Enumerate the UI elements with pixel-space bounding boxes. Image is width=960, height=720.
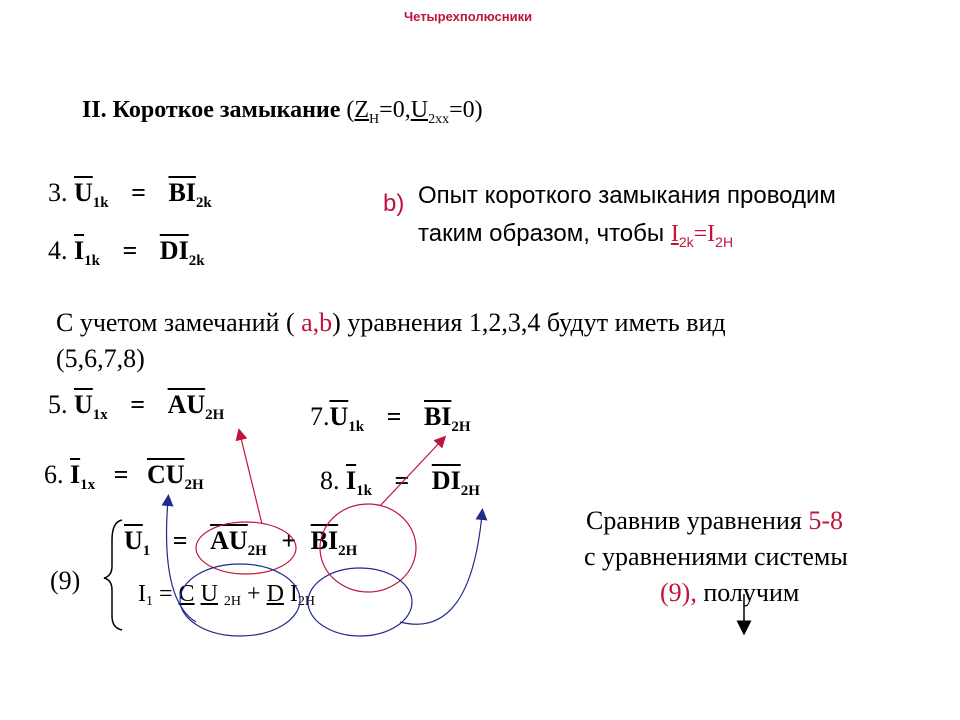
sys-r2-u-sub: 2H (223, 594, 242, 609)
eq4-lhs: $\overline{I}$ (74, 236, 85, 265)
sys-r2-lhs: I (138, 581, 146, 607)
eq4-rhs-sub: 2k (188, 253, 205, 269)
eq4-equals: = (122, 236, 138, 265)
eq6-rhs-sub: 2H (184, 477, 204, 493)
note-b-line2-text: таким образом, чтобы (418, 220, 671, 247)
sys-r1-a: $\overline{AU}$ (210, 526, 248, 555)
eq7-equals: = (386, 402, 402, 431)
remarks-line2: (5,6,7,8) (56, 344, 145, 373)
slide-header: Четырехполюсники (404, 9, 533, 24)
eq6-number: 6. (44, 460, 64, 489)
compare-line2: с уравнениями системы (584, 542, 848, 571)
sys-r2-lhs-sub: 1 (146, 594, 153, 609)
eq3-rhs-sub: 2k (195, 195, 212, 211)
note-b-cond-i-sub: 2k (678, 234, 694, 250)
arrow-bi-to-eq7 (380, 440, 442, 506)
eq3-rhs: $\overline{BI}$ (168, 178, 196, 207)
eq5-equals: = (130, 390, 146, 419)
sys-r1-b: $\overline{BI}$ (310, 526, 339, 555)
note-b-cond-eq-sub: 2H (715, 234, 734, 250)
circle-bi-term (320, 504, 416, 592)
eq5-rhs: $\overline{AU}$ (167, 390, 206, 419)
eq8-rhs: $\overline{DI}$ (431, 466, 461, 495)
condition-end: =0) (449, 97, 483, 123)
sys-r2-i-sub: 2H (297, 594, 316, 609)
eq5-rhs-sub: 2H (205, 407, 225, 423)
sys-r1-equals: = (172, 526, 188, 555)
eq5-lhs: $\overline{U}$ (74, 390, 93, 419)
circle-au-term (196, 522, 296, 574)
eq3-lhs-sub: 1k (92, 195, 109, 211)
section-title-text: II. Короткое замыкание (82, 97, 341, 123)
sys-r2-d: D (266, 581, 284, 607)
eq8-lhs-sub: 1k (356, 483, 372, 499)
sys-r1-plus: + (281, 526, 297, 555)
note-b-label: b) (383, 190, 405, 217)
remarks-line1-b: ) уравнения 1,2,3,4 будут иметь вид (332, 308, 726, 337)
arrow-cu-to-eq6 (167, 500, 196, 622)
eq3-equals: = (131, 178, 146, 207)
compare-line3-red: (9), (660, 578, 697, 607)
system-brace (104, 520, 122, 630)
eq8-equals: = (394, 466, 410, 495)
condition-u-sub: 2хх (428, 112, 450, 127)
eq5-lhs-sub: 1x (92, 407, 108, 423)
compare-line1-red: 5-8 (808, 506, 843, 535)
condition-z: Z (354, 97, 370, 123)
eq7-number: 7. (310, 402, 330, 431)
sys-r2-u: U (200, 581, 218, 607)
eq5-number: 5. (48, 390, 68, 419)
compare-line1-a: Сравнив уравнения (586, 506, 809, 535)
circle-di-term (308, 568, 412, 636)
eq8-number: 8. (320, 466, 340, 495)
condition-u: U (410, 97, 429, 123)
sys-r2-plus: + (241, 581, 267, 607)
note-b-cond-i: I (670, 221, 679, 247)
eq6-lhs-sub: 1x (80, 477, 96, 493)
sys-r1-lhs-sub: 1 (142, 543, 151, 559)
sys-r2-equals: = (153, 581, 179, 607)
sys-r2-c: C (178, 581, 195, 607)
condition-open: ( (346, 97, 355, 123)
condition-mid: =0, (379, 97, 411, 123)
sys-r1-b-sub: 2H (338, 543, 358, 559)
condition-z-sub: Н (369, 112, 380, 127)
eq4-rhs: $\overline{DI}$ (159, 236, 189, 265)
remarks-line1-a: С учетом замечаний ( (56, 308, 302, 337)
eq6-rhs: $\overline{CU}$ (146, 460, 185, 489)
remarks-line1-red: a,b (301, 308, 333, 337)
sys-r2-i: I (289, 581, 298, 607)
circle-cu-term (180, 564, 300, 636)
eq6-lhs: $\overline{I}$ (70, 460, 81, 489)
eq8-rhs-sub: 2H (460, 483, 480, 499)
eq7-rhs: $\overline{BI}$ (423, 402, 452, 431)
eq3-lhs: $\overline{U}$ (74, 178, 93, 207)
eq3-number: 3. (48, 178, 68, 207)
system-label: (9) (50, 566, 81, 595)
eq8-lhs: $\overline{I}$ (346, 466, 357, 495)
eq4-lhs-sub: 1k (84, 253, 100, 269)
compare-line3-b: получим (696, 578, 800, 607)
eq7-rhs-sub: 2H (451, 419, 471, 435)
sys-r1-lhs: $\overline{U}$ (124, 526, 143, 555)
arrow-au-to-eq5 (240, 434, 262, 524)
note-b-line1: Опыт короткого замыкания проводим (418, 182, 836, 209)
sys-r1-a-sub: 2H (247, 543, 267, 559)
eq7-lhs-sub: 1k (348, 419, 365, 435)
eq7-lhs: $\overline{U}$ (329, 402, 349, 431)
eq4-number: 4. (48, 236, 68, 265)
eq6-equals: = (113, 460, 129, 489)
note-b-cond-eq: =I (693, 221, 716, 247)
